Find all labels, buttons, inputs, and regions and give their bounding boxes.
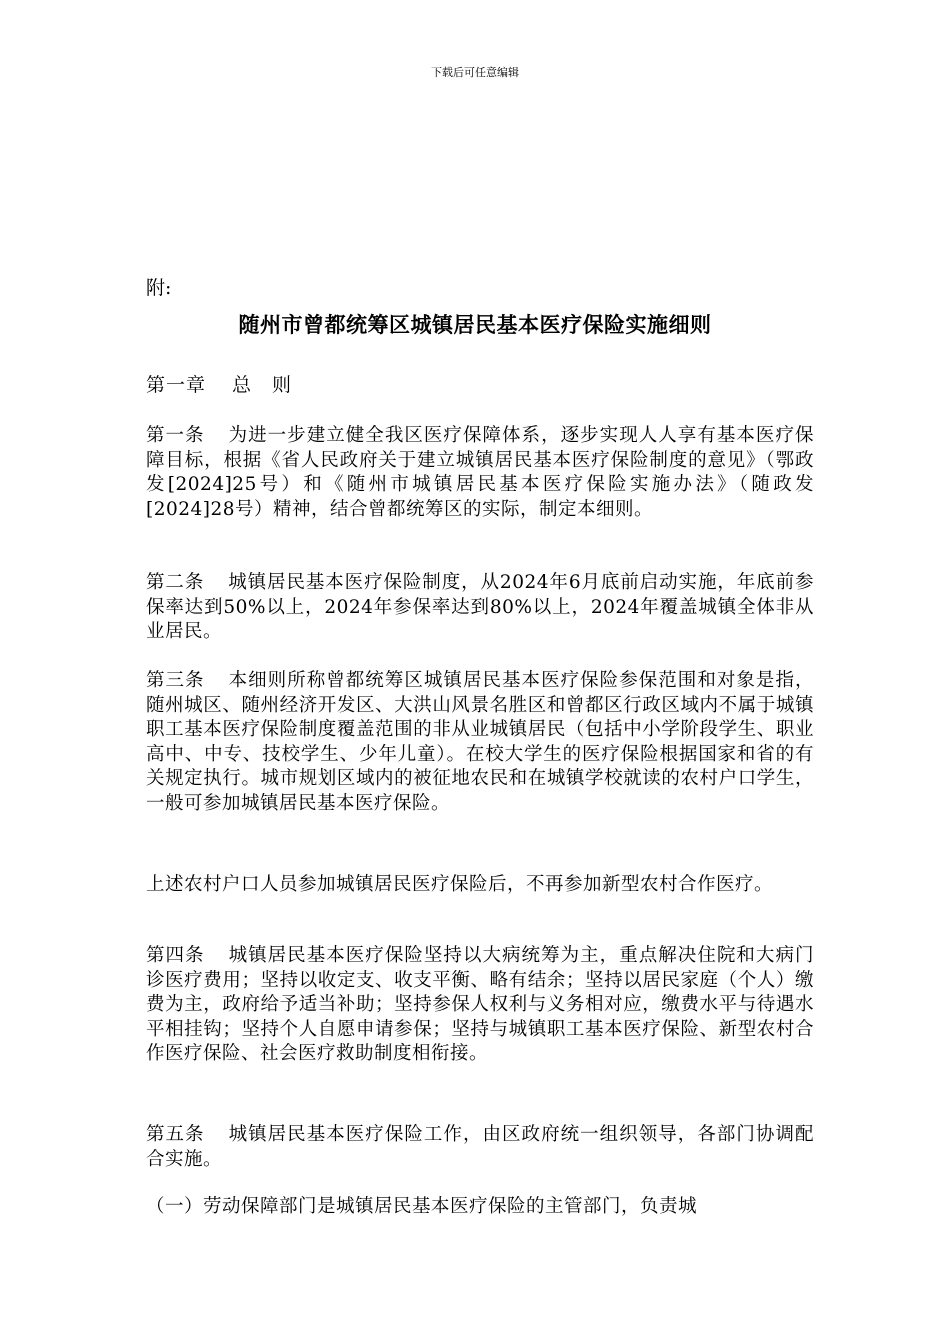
article-text: 本细则所称曾都统筹区城镇居民基本医疗保险参保范围和对象是指，随州城区、随州经济开发区、大洪山风景名胜区和曾都区行政区域内不属于城镇职工基本医疗保险制度覆盖范围的非从业城镇居民（包括中小学阶段学生、职业高中、中专、技校学生、少年儿童）。在校大学生的医疗保险根据国家和省的有关规定执行。城市规划区域内的被征地农民和在城镇学校就读的农村户口学生，一般可参加城镇居民基本医疗保险。 <box>146 670 814 814</box>
chapter-heading <box>146 373 292 397</box>
article-label: 第五条 <box>146 1124 205 1145</box>
page-header-note: 下载后可任意编辑 <box>431 66 519 79</box>
article-paragraph <box>146 571 814 645</box>
document-title: 随州市曾都统筹区城镇居民基本医疗保险实施细则 <box>238 313 712 337</box>
chapter-name: 总 则 <box>232 374 293 396</box>
article-text: （一）劳动保障部门是城镇居民基本医疗保险的主管部门，负责城 <box>146 1196 698 1217</box>
chapter-label: 第一章 <box>146 374 207 396</box>
article-text: 城镇居民基本医疗保险坚持以大病统筹为主，重点解决住院和大病门诊医疗费用；坚持以收定支、收支平衡、略有结余；坚持以居民家庭（个人）缴费为主，政府给予适当补助；坚持参保人权利与义务相对应，缴费水平与待遇水平相挂钩；坚持个人自愿申请参保；坚持与城镇职工基本医疗保险、新型农村合作医疗保险、社会医疗救助制度相衔接。 <box>146 945 814 1065</box>
article-label: 第三条 <box>146 670 205 691</box>
article-text: 城镇居民基本医疗保险制度，从2024年6月底前启动实施，年底前参保率达到50%以上，2024年参保率达到80%以上，2024年覆盖城镇全体非从业居民。 <box>146 572 814 643</box>
article-paragraph <box>146 1123 814 1172</box>
article-label: 第一条 <box>146 425 205 446</box>
article-paragraph <box>146 944 814 1067</box>
attachment-label: 附: <box>146 277 172 299</box>
article-paragraph <box>146 1195 814 1220</box>
article-label: 第二条 <box>146 572 205 593</box>
article-label: 第四条 <box>146 945 205 966</box>
article-paragraph <box>146 669 814 817</box>
article-text: 为进一步建立健全我区医疗保障体系，逐步实现人人享有基本医疗保障目标，根据《省人民政府关于建立城镇居民基本医疗保险制度的意见》（鄂政发[2024]25号）和《随州市城镇居民基本医疗保险实施办法》（随政发[2024]28号）精神，结合曾都统筹区的实际，制定本细则。 <box>146 425 814 520</box>
article-text: 上述农村户口人员参加城镇居民医疗保险后，不再参加新型农村合作医疗。 <box>146 874 774 895</box>
article-text: 城镇居民基本医疗保险工作，由区政府统一组织领导，各部门协调配合实施。 <box>146 1124 814 1170</box>
article-paragraph <box>146 873 814 898</box>
article-paragraph <box>146 424 814 522</box>
